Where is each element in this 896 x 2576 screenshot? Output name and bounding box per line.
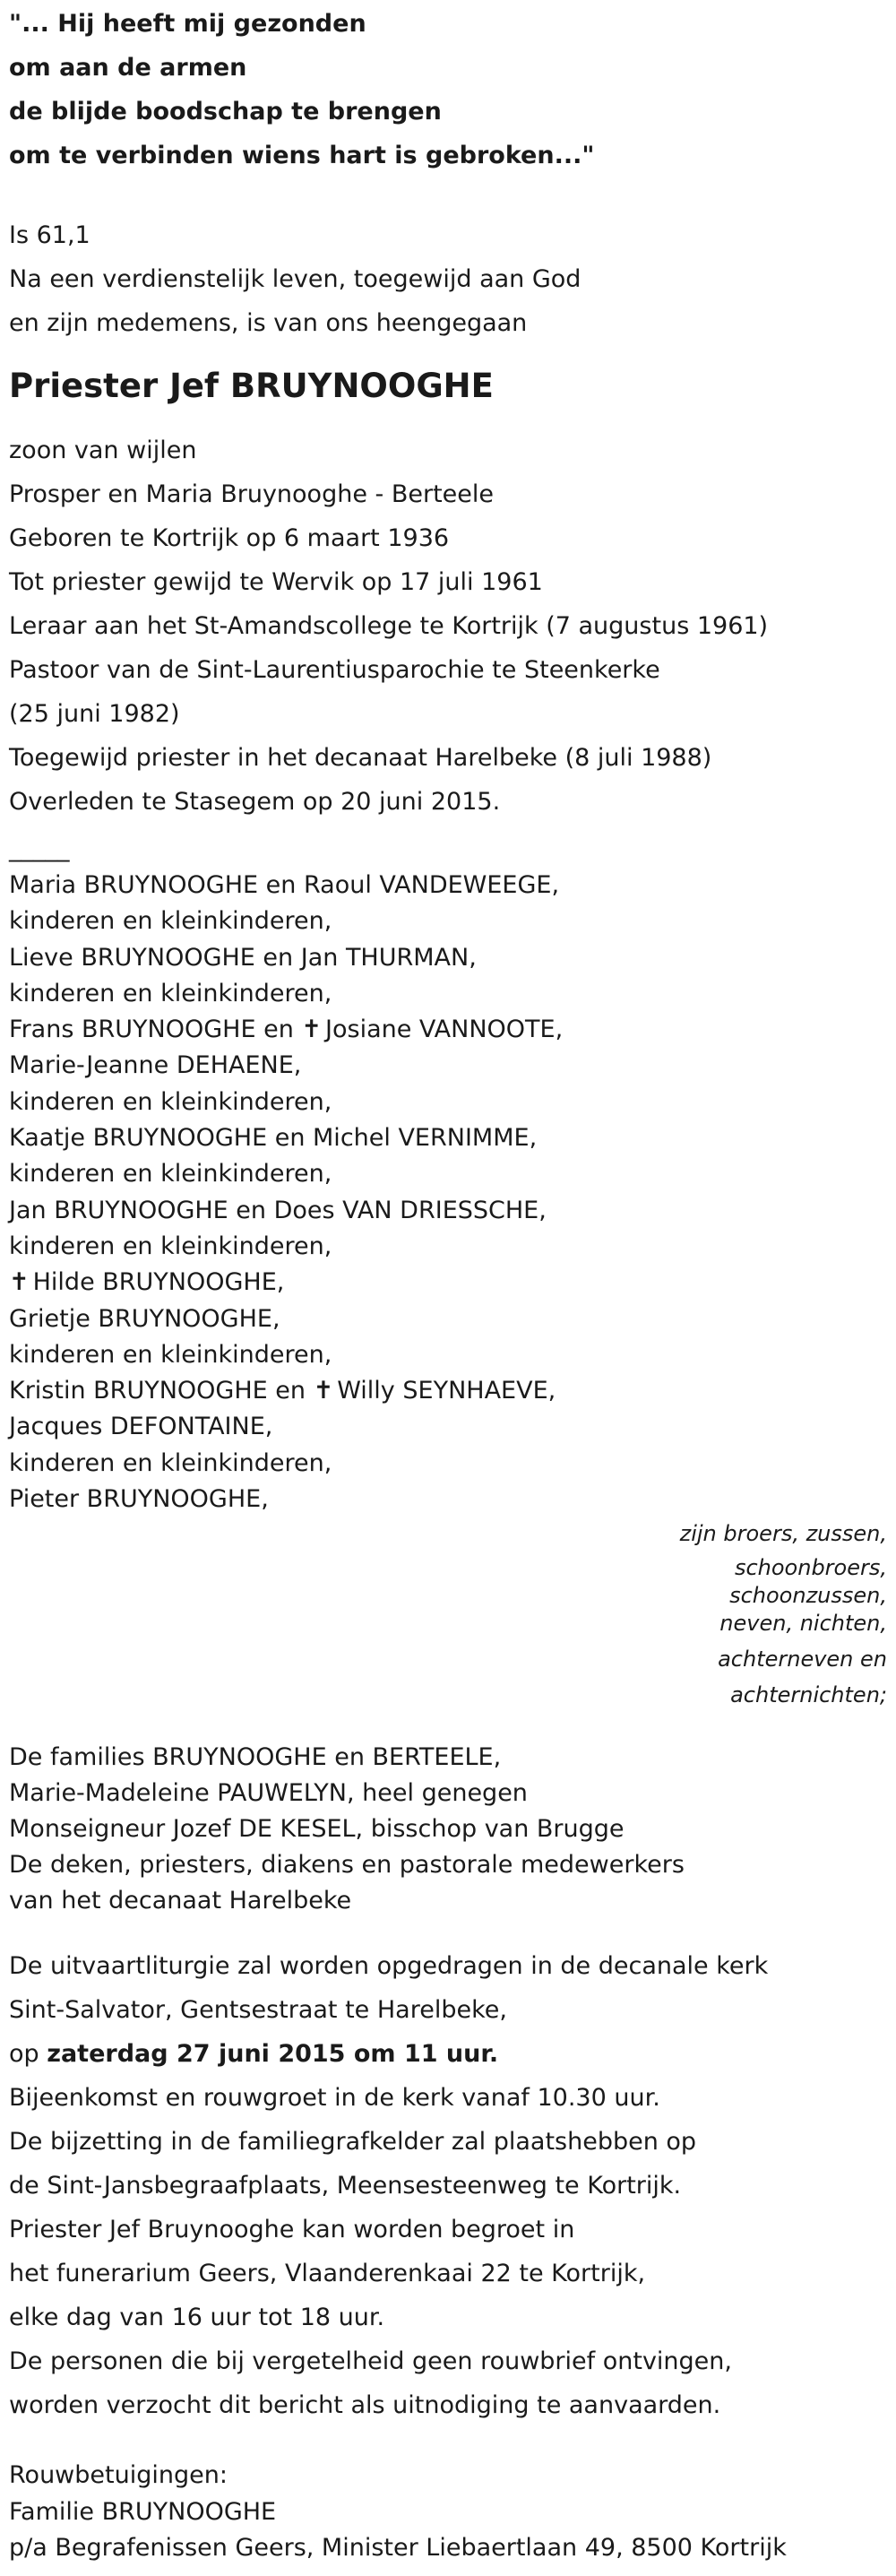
cross-icon: ✝ [9,1268,30,1297]
quote-reference: Is 61,1 [9,221,90,249]
funeral-line: het funerarium Geers, Vlaanderenkaai 22 te Kortrijk, [9,2260,646,2288]
family-line: Lieve BRUYNOOGHE en Jan THURMAN, [9,943,477,972]
mourner-line: Marie-Madeleine PAUWELYN, heel genegen [9,1779,528,1808]
obituary-notice [9,0,887,2567]
family-line: kinderen en kleinkinderen, [9,1232,332,1260]
mourner-line: De deken, priesters, diakens en pastorale medewerkers [9,1851,685,1880]
family-line: Grietje BRUYNOOGHE, [9,1304,280,1333]
family-line: kinderen en kleinkinderen, [9,1160,332,1189]
family-list [9,868,887,1517]
family-line: Marie-Jeanne DEHAENE, [9,1051,302,1080]
funeral-line-part: op [9,2040,47,2069]
relation-line: achterneven en [718,1647,887,1673]
funeral-line: worden verzocht dit bericht als uitnodiging te aanvaarden. [9,2391,721,2420]
funeral-line [9,2032,887,2076]
funeral-line: Priester Jef Bruynooghe kan worden begroet in [9,2216,575,2244]
quote-line: om te verbinden wiens hart is gebroken..." [9,142,595,169]
intro-text [9,213,887,345]
funeral-line: Bijeenkomst en rouwgroet in de kerk vanaf 10.30 uur. [9,2084,660,2113]
family-line-part: Josiane VANNOOTE, [325,1016,564,1044]
bio-line: (25 juni 1982) [9,700,180,728]
family-line: kinderen en kleinkinderen, [9,907,332,936]
closing-line: Familie BRUYNOOGHE [9,2497,277,2526]
family-line: kinderen en kleinkinderen, [9,979,332,1007]
relation-line: achternichten; [730,1682,887,1708]
family-line: kinderen en kleinkinderen, [9,1448,332,1477]
family-line: kinderen en kleinkinderen, [9,1340,332,1369]
family-line: Pieter BRUYNOOGHE, [9,1485,269,1514]
relation-line: schoonbroers, [734,1555,887,1581]
family-line-part: Kristin BRUYNOOGHE en [9,1377,314,1405]
family-line: Jan BRUYNOOGHE en Does VAN DRIESSCHE, [9,1196,547,1224]
family-line [9,1373,887,1409]
bio-line: Leraar aan het St-Amandscollege te Kortrijk (7 augustus 1961) [9,612,769,640]
bio-line: Toegewijd priester in het decanaat Harelbeke (8 juli 1988) [9,744,712,772]
family-line-part: Hilde BRUYNOOGHE, [32,1268,285,1297]
funeral-date: zaterdag 27 juni 2015 om 11 uur. [47,2040,499,2069]
funeral-details [9,1944,887,2427]
deceased-name: Priester Jef BRUYNOOGHE [9,367,494,405]
family-line-part: Frans BRUYNOOGHE en [9,1016,302,1044]
closing-line: p/a Begrafenissen Geers, Minister Liebaertlaan 49, 8500 Kortrijk [9,2534,787,2563]
family-line: kinderen en kleinkinderen, [9,1087,332,1116]
funeral-line: de Sint-Jansbegraafplaats, Meensesteenweg te Kortrijk. [9,2172,682,2200]
funeral-line: De personen die bij vergetelheid geen rouwbrief ontvingen, [9,2347,732,2376]
mourner-line: van het decanaat Harelbeke [9,1887,352,1915]
family-line [9,1012,887,1048]
other-mourners [9,1740,887,1919]
quote-line: de blijde boodschap te brengen [9,98,442,125]
family-line-part: Willy SEYNHAEVE, [337,1377,556,1405]
bible-quote [9,2,887,177]
quote-line: "... Hij heeft mij gezonden [9,10,366,38]
intro-line: en zijn medemens, is van ons heengegaan [9,309,528,337]
quote-line: om aan de armen [9,54,247,82]
cross-icon: ✝ [301,1016,323,1044]
relation-line: zijn broers, zussen, [679,1521,887,1547]
family-line: Kaatje BRUYNOOGHE en Michel VERNIMME, [9,1124,538,1153]
biography [9,428,887,824]
relation-line: schoonzussen, [729,1583,887,1609]
funeral-line: De bijzetting in de familiegrafkelder zal plaatshebben op [9,2128,697,2157]
section-divider: _____ [9,834,70,862]
mourner-line: Monseigneur Jozef DE KESEL, bisschop van Brugge [9,1815,625,1844]
intro-line: Na een verdienstelijk leven, toegewijd aan God [9,265,582,293]
bio-line: Overleden te Stasegem op 20 juni 2015. [9,788,501,816]
bio-line: Geboren te Kortrijk op 6 maart 1936 [9,524,450,552]
bio-line: zoon van wijlen [9,437,197,464]
condolence-address [9,2458,887,2567]
bio-line: Prosper en Maria Bruynooghe - Berteele [9,480,495,508]
mourner-line: De families BRUYNOOGHE en BERTEELE, [9,1743,502,1772]
funeral-line: De uitvaartliturgie zal worden opgedragen in de decanale kerk [9,1952,769,1981]
bio-line: Tot priester gewijd te Wervik op 17 juli 1961 [9,568,543,596]
cross-icon: ✝ [313,1377,334,1405]
funeral-line: Sint-Salvator, Gentsestraat te Harelbeke, [9,1996,507,2025]
funeral-line: elke dag van 16 uur tot 18 uur. [9,2304,385,2332]
bio-line: Pastoor van de Sint-Laurentiusparochie te Steenkerke [9,656,660,684]
family-line [9,1265,887,1301]
relation-line: neven, nichten, [719,1611,887,1637]
family-line: Maria BRUYNOOGHE en Raoul VANDEWEEGE, [9,871,560,899]
closing-line: Rouwbetuigingen: [9,2461,228,2490]
relation-description [9,1517,887,1713]
family-line: Jacques DEFONTAINE, [9,1413,273,1441]
